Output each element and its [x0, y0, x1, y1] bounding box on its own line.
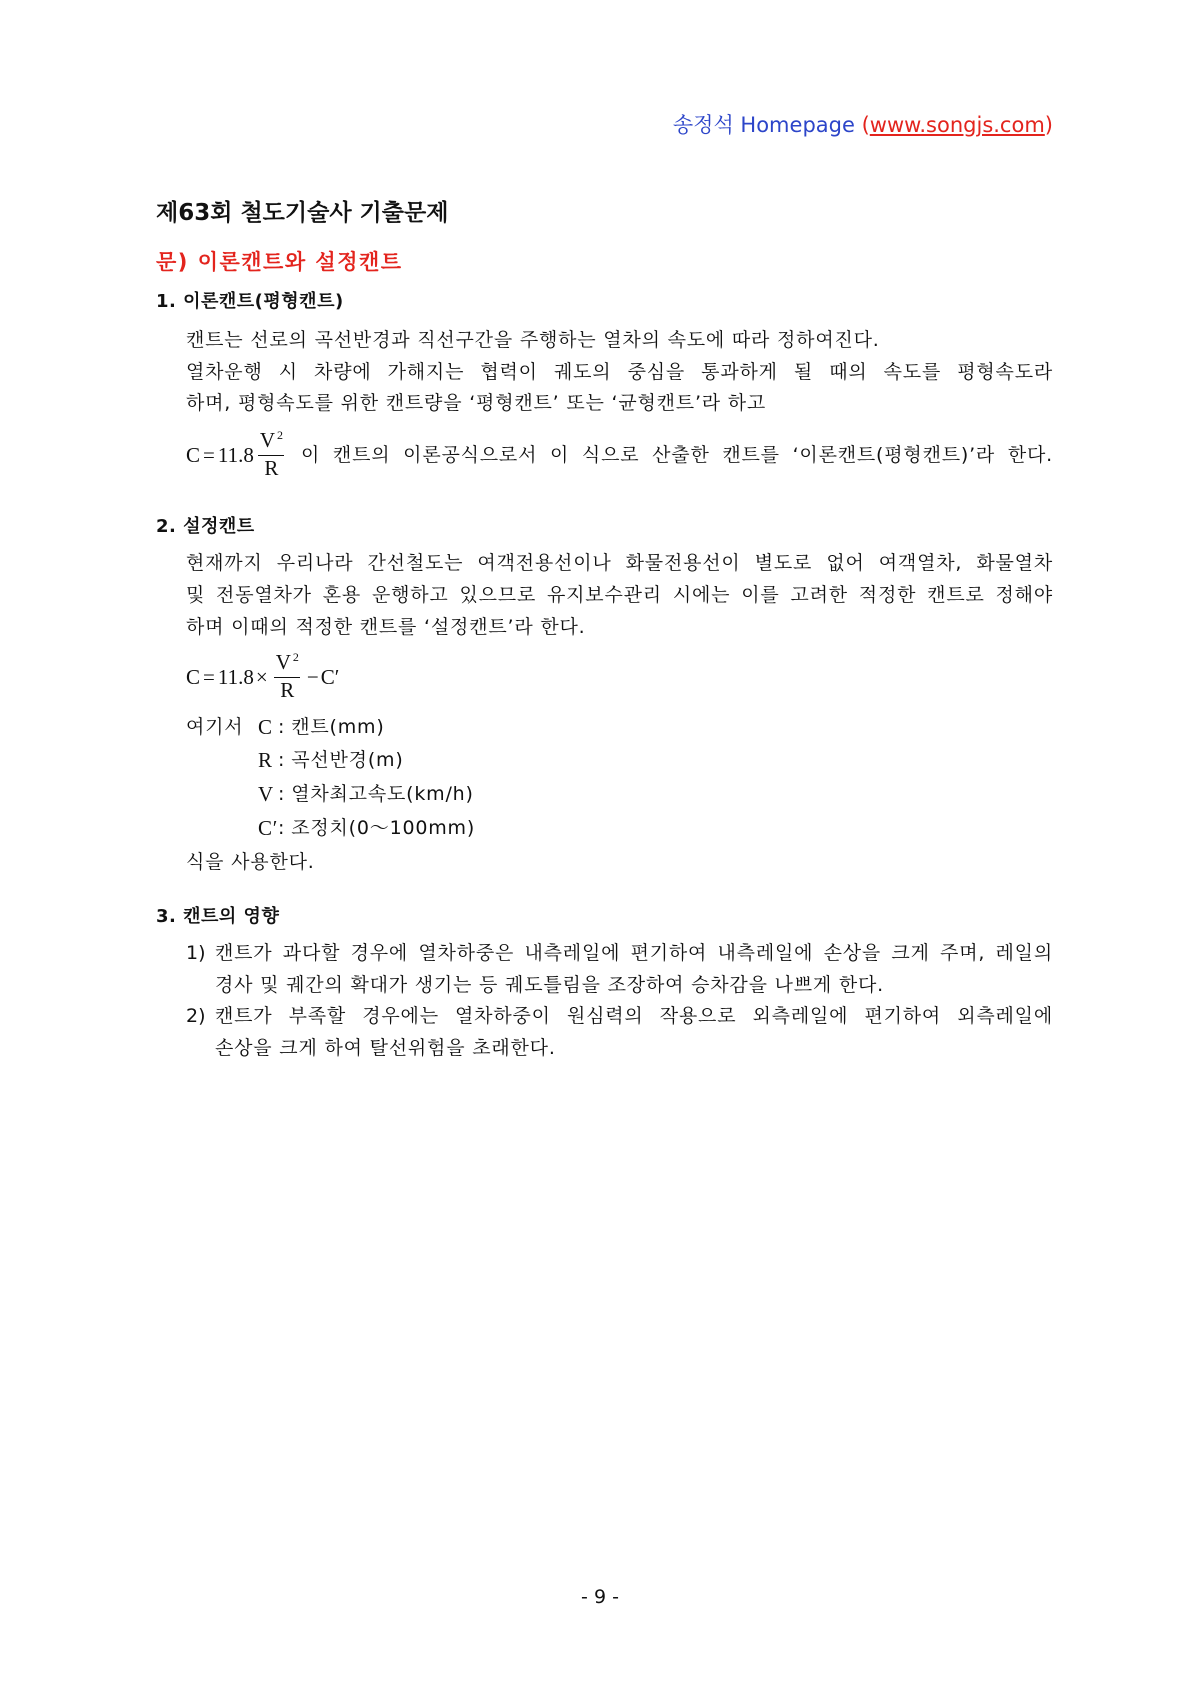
paragraph-line: 열차운행 시 차량에 가해지는 협력이 궤도의 중심을 통과하게 될 때의 속도를 평형속도라 — [186, 361, 1053, 383]
page-number: - 9 - — [581, 1586, 619, 1608]
question-title: 문) 이론캔트와 설정캔트 — [156, 250, 403, 274]
definition-row — [186, 778, 474, 810]
definition-description: 캔트(mm) — [291, 716, 385, 738]
section-heading-cant-effects: 3. 캔트의 영향 — [156, 906, 280, 927]
formula-fraction — [257, 429, 286, 481]
paragraph-line: 캔트는 선로의 곡선반경과 직선구간을 주행하는 열차의 속도에 따라 정하여진다. — [186, 329, 880, 351]
list-item-marker: 2) — [186, 1005, 206, 1027]
formula-minus: − — [306, 665, 319, 689]
definition-separator: : — [278, 716, 286, 738]
formula-adjustment-term: C′ — [320, 665, 340, 689]
definition-symbol: C′ — [258, 816, 279, 840]
header-site-label: Homepage — [740, 113, 855, 137]
definition-symbol: R — [258, 748, 273, 772]
definition-row — [186, 711, 385, 743]
page-header — [673, 110, 1053, 140]
fraction-numerator — [257, 429, 286, 455]
formula-lhs: C — [186, 665, 201, 689]
formula-equals: = — [203, 665, 215, 689]
definition-separator: : — [278, 749, 286, 771]
header-author: 송정석 — [672, 113, 734, 137]
definition-description: 조정치(0～100mm) — [291, 817, 476, 839]
definition-indent — [186, 778, 258, 810]
list-item-line: 캔트가 과다할 경우에 열차하중은 내측레일에 편기하여 내측레일에 손상을 크게 주며, 레일의 — [215, 942, 1053, 964]
definition-indent — [186, 812, 258, 844]
theoretical-cant-formula — [186, 423, 1053, 487]
formula-coefficient: 11.8 — [217, 665, 254, 689]
numerator-exponent: 2 — [277, 428, 284, 442]
fraction-numerator — [273, 651, 302, 677]
paragraph-line: 현재까지 우리나라 간선철도는 여객전용선이나 화물전용선이 별도로 없어 여객열차, 화물열차 — [186, 552, 1053, 574]
header-close-paren: ) — [1044, 113, 1053, 137]
definition-symbol: C — [258, 715, 273, 739]
definition-separator: : — [278, 817, 286, 839]
list-item-line: 캔트가 부족할 경우에는 열차하중이 원심력의 작용으로 외측레일에 편기하여 외측레일에 — [215, 1005, 1053, 1027]
definition-indent — [186, 744, 258, 776]
formula-equals: = — [203, 443, 215, 467]
numerator-exponent: 2 — [292, 650, 299, 664]
definition-description: 곡선반경(m) — [291, 749, 404, 771]
list-item-line: 손상을 크게 하여 탈선위험을 초래한다. — [215, 1037, 556, 1059]
paragraph-line: 및 전동열차가 혼용 운행하고 있으므로 유지보수관리 시에는 이를 고려한 적정한 캔트로 정해야 — [186, 584, 1053, 606]
formula-coefficient: 11.8 — [217, 443, 254, 467]
section-heading-design-cant: 2. 설정캔트 — [156, 516, 255, 537]
list-item-line: 경사 및 궤간의 확대가 생기는 등 궤도틀림을 조장하여 승차감을 나쁘게 한다. — [215, 974, 885, 996]
fraction-denominator: R — [258, 455, 284, 481]
formula-lhs: C — [186, 443, 201, 467]
closing-line: 식을 사용한다. — [186, 851, 315, 873]
fraction-denominator: R — [274, 677, 300, 703]
section-heading-theoretical-cant: 1. 이론캔트(평형캔트) — [156, 291, 344, 312]
list-item-marker: 1) — [186, 942, 206, 964]
page-title: 제63회 철도기술사 기출문제 — [156, 200, 449, 226]
definition-symbol: V — [258, 782, 274, 806]
numerator-base: V — [275, 650, 291, 674]
numerator-base: V — [259, 428, 276, 452]
definition-separator: : — [278, 783, 286, 805]
where-label: 여기서 — [186, 716, 244, 738]
formula-fraction — [273, 651, 302, 703]
design-cant-formula — [186, 645, 1053, 709]
definition-row — [186, 744, 404, 776]
paragraph-line: 하며, 평형속도를 위한 캔트량을 ‘평형캔트’ 또는 ‘균형캔트’라 하고 — [186, 392, 767, 414]
definition-description: 열차최고속도(km/h) — [291, 783, 474, 805]
homepage-link[interactable]: www.songjs.com — [869, 113, 1045, 137]
formula-explanation: 이 캔트의 이론공식으로서 이 식으로 산출한 캔트를 ‘이론캔트(평형캔트)’라 한다. — [301, 444, 1053, 466]
definition-row — [186, 812, 475, 844]
formula-multiply: × — [255, 665, 268, 689]
paragraph-line: 하며 이때의 적정한 캔트를 ‘설정캔트’라 한다. — [186, 616, 586, 638]
header-open-paren: ( — [861, 113, 870, 137]
